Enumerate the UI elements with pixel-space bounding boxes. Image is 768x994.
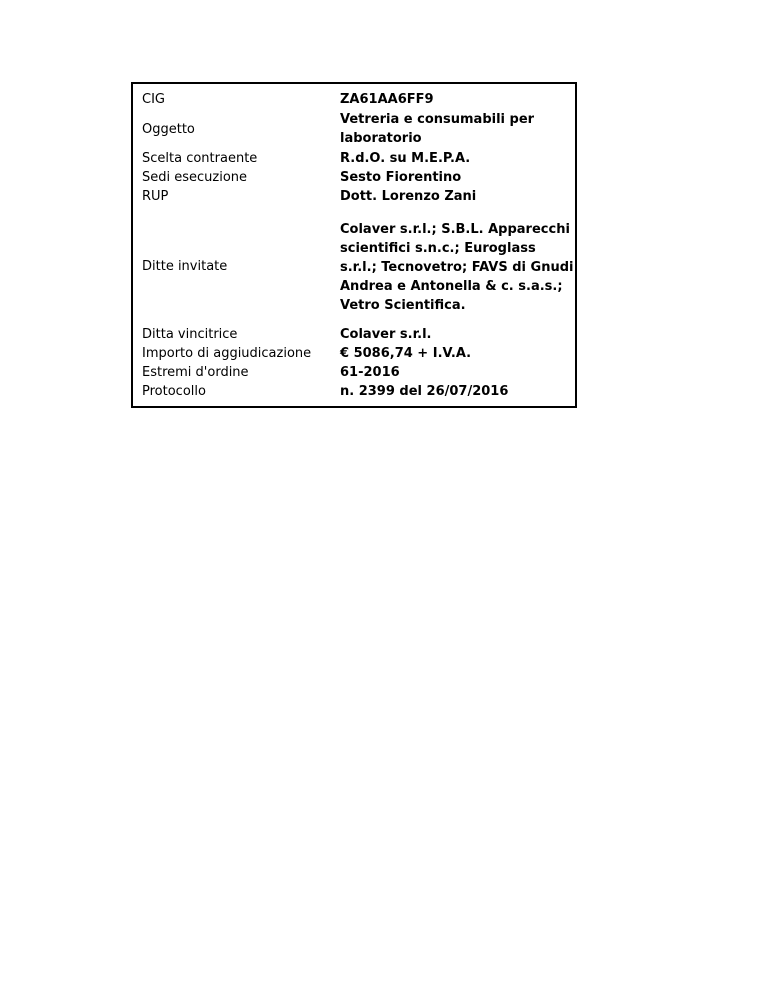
value-protocollo: n. 2399 del 26/07/2016 <box>340 384 509 399</box>
label-protocollo: Protocollo <box>142 384 206 399</box>
value-cig: ZA61AA6FF9 <box>340 92 434 107</box>
value-oggetto: Vetreria e consumabili per laboratorio <box>340 112 535 146</box>
label-oggetto: Oggetto <box>142 122 195 137</box>
label-importo-aggiudicazione: Importo di aggiudicazione <box>142 346 312 361</box>
value-ditta-vincitrice: Colaver s.r.l. <box>340 327 432 342</box>
label-rup: RUP <box>142 189 169 204</box>
label-scelta-contraente: Scelta contraente <box>142 151 258 166</box>
value-ditte-invitate: Colaver s.r.l.; S.B.L. Apparecchi scientifici s.n.c.; Euroglass s.r.l.; Tecnovetro; FAVS di Gnudi Andrea e Antonella & c. s.a.s.; Vetro Scientifica. <box>340 222 574 313</box>
value-scelta-contraente: R.d.O. su M.E.P.A. <box>340 151 471 166</box>
procurement-info-table <box>131 82 577 408</box>
value-estremi-ordine: 61-2016 <box>340 365 400 380</box>
label-cig: CIG <box>142 92 165 107</box>
label-sedi-esecuzione: Sedi esecuzione <box>142 170 248 185</box>
label-ditta-vincitrice: Ditta vincitrice <box>142 327 238 342</box>
value-sedi-esecuzione: Sesto Fiorentino <box>340 170 462 185</box>
label-ditte-invitate: Ditte invitate <box>142 259 228 274</box>
label-estremi-ordine: Estremi d'ordine <box>142 365 249 380</box>
value-rup: Dott. Lorenzo Zani <box>340 189 477 204</box>
value-importo-aggiudicazione: € 5086,74 + I.V.A. <box>340 346 472 361</box>
